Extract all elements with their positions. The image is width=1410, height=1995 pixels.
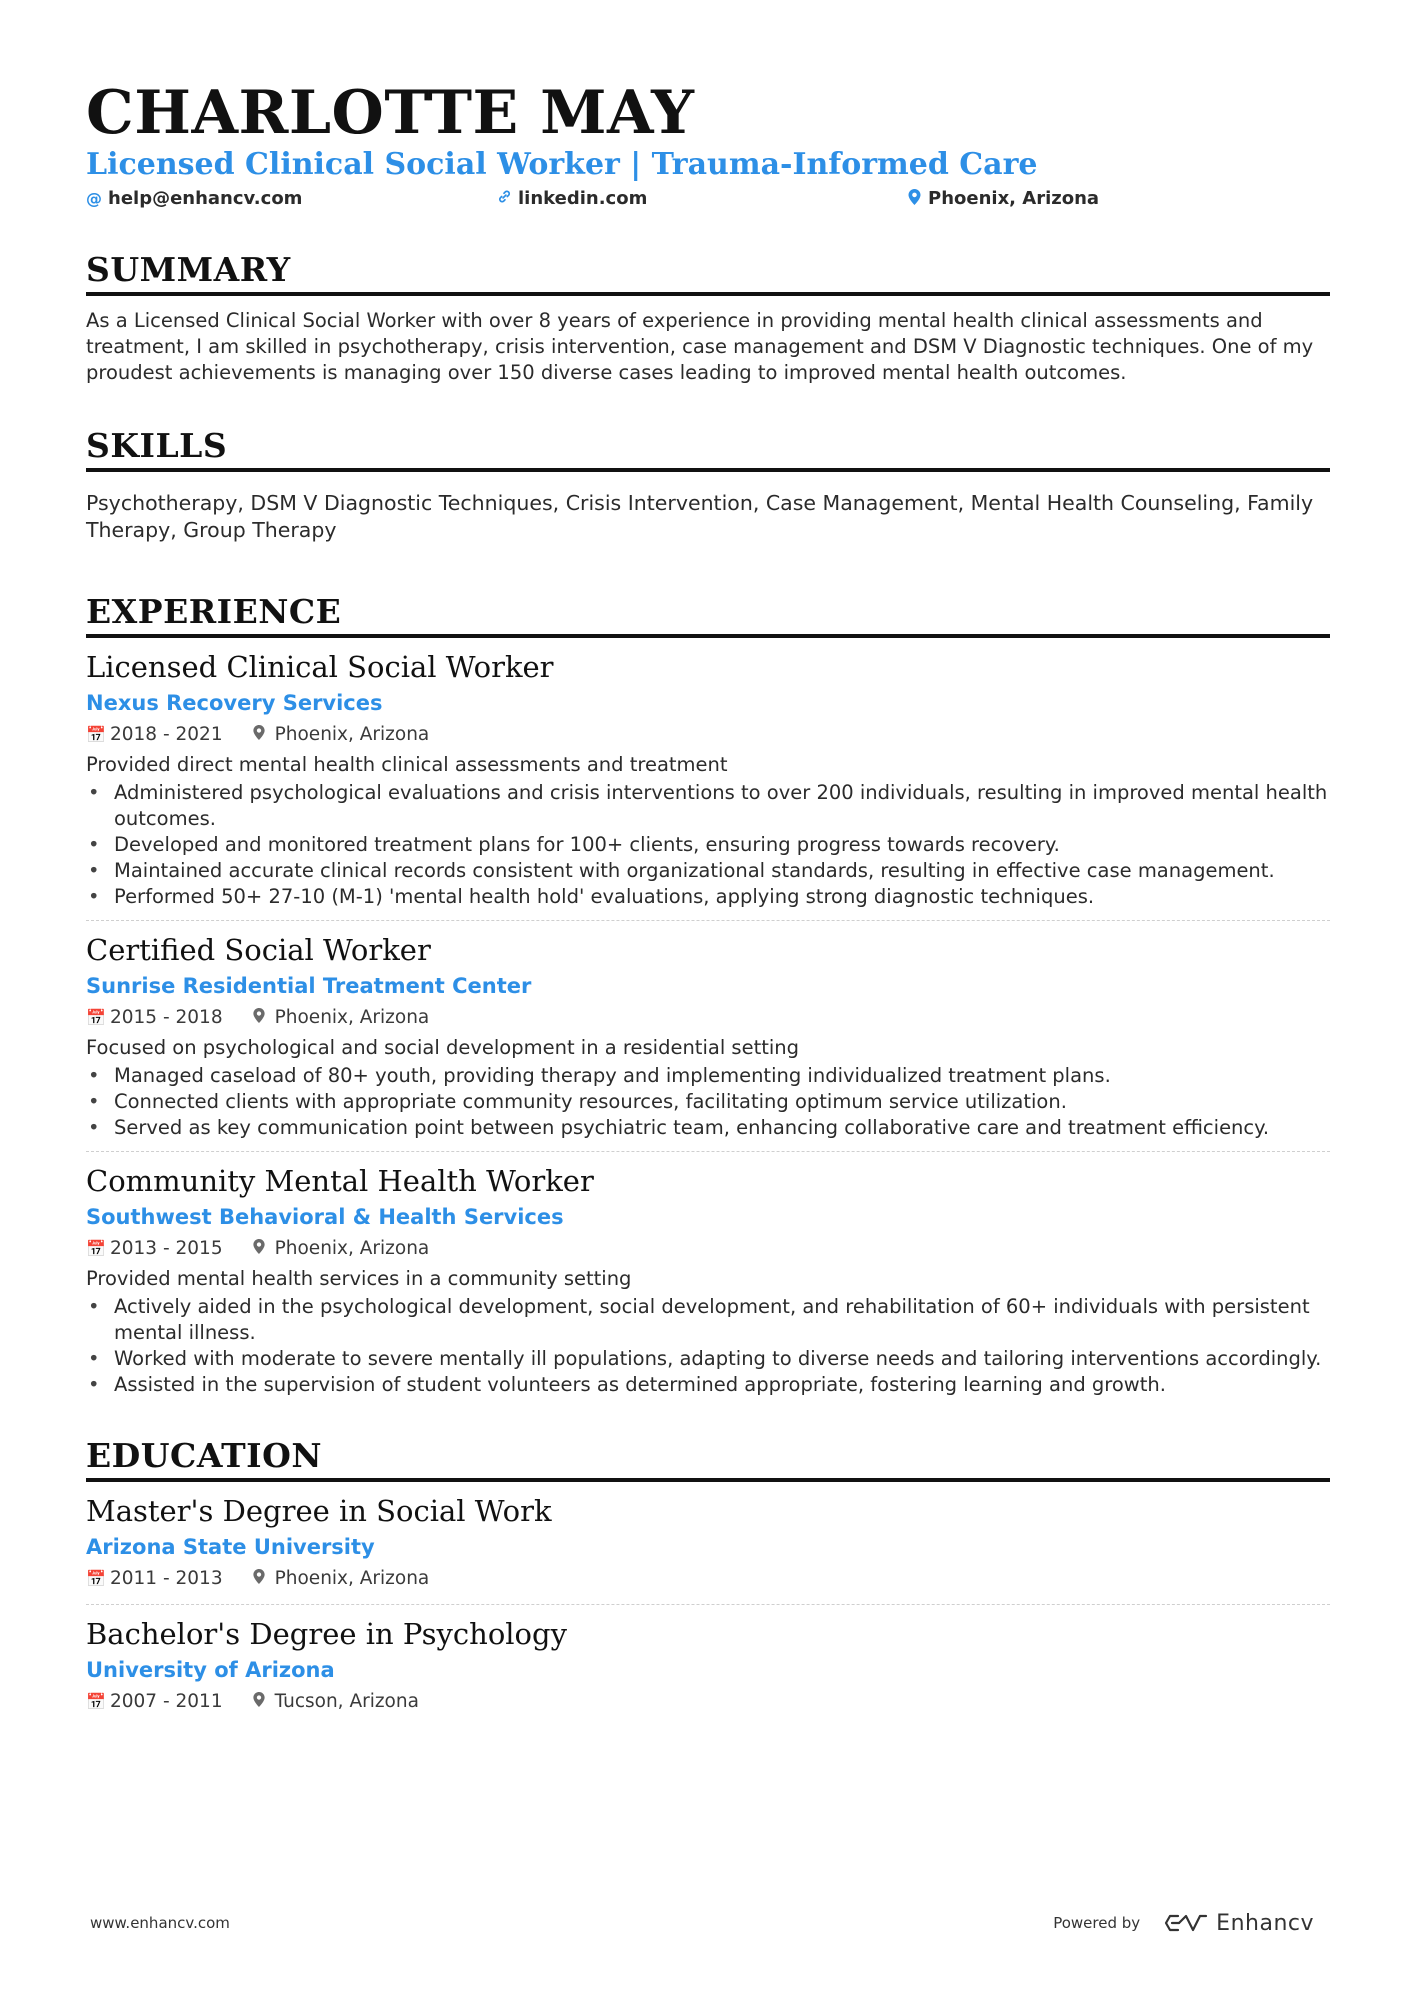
job-title: Community Mental Health Worker bbox=[86, 1164, 594, 1198]
entry-dates: 2015 - 2018 bbox=[110, 1007, 223, 1028]
entry-location-text: Phoenix, Arizona bbox=[274, 1007, 430, 1028]
achievement-list bbox=[86, 1063, 1330, 1141]
enhancv-logo-text: Enhancv bbox=[1216, 1910, 1314, 1936]
contact-email[interactable] bbox=[86, 188, 302, 209]
skills-section bbox=[86, 426, 1330, 544]
job-description: Provided mental health services in a community setting bbox=[86, 1267, 632, 1290]
calendar-icon: 📅 bbox=[86, 1569, 106, 1588]
resume-page bbox=[86, 80, 1330, 1727]
candidate-name: CHARLOTTE MAY bbox=[86, 78, 695, 148]
candidate-headline: Licensed Clinical Social Worker | Trauma-Informed Care bbox=[86, 147, 1038, 182]
entry-location bbox=[251, 1564, 430, 1594]
experience-section bbox=[86, 592, 1330, 1408]
degree-title: Bachelor's Degree in Psychology bbox=[86, 1617, 567, 1651]
company-name: Sunrise Residential Treatment Center bbox=[86, 974, 532, 998]
calendar-icon: 📅 bbox=[86, 1239, 106, 1258]
calendar-icon: 📅 bbox=[86, 1692, 106, 1711]
job-title: Licensed Clinical Social Worker bbox=[86, 650, 554, 684]
calendar-icon: 📅 bbox=[86, 1008, 106, 1027]
achievement-item: • Performed 50+ 27-10 (M-1) 'mental health hold' evaluations, applying strong diagnostic techniques. bbox=[86, 884, 1330, 910]
job-description: Provided direct mental health clinical assessments and treatment bbox=[86, 753, 728, 776]
entry-dates: 2007 - 2011 bbox=[110, 1691, 223, 1712]
at-icon: @ bbox=[86, 189, 102, 208]
resume-header bbox=[86, 80, 1330, 216]
entry-meta bbox=[86, 1003, 1330, 1033]
achievement-list bbox=[86, 780, 1330, 910]
entry-location bbox=[251, 1234, 430, 1264]
skills-text: Psychotherapy, DSM V Diagnostic Techniques, Crisis Intervention, Case Management, Mental Health Counseling, Family Therapy, Group Therapy bbox=[86, 491, 1314, 542]
achievement-item: • Actively aided in the psychological development, social development, and rehabilitation of 60+ individuals with persistent mental illness. bbox=[86, 1294, 1330, 1346]
company-name: Nexus Recovery Services bbox=[86, 691, 383, 715]
entry-location-text: Phoenix, Arizona bbox=[274, 1568, 430, 1589]
experience-entry bbox=[86, 921, 1330, 1152]
education-title: EDUCATION bbox=[86, 1436, 323, 1475]
skills-title: SKILLS bbox=[86, 426, 228, 465]
contact-location-text: Phoenix, Arizona bbox=[928, 188, 1100, 209]
entry-meta bbox=[86, 1687, 1330, 1717]
education-entry bbox=[86, 1482, 1330, 1605]
page-footer bbox=[90, 1908, 1314, 1938]
job-description: Focused on psychological and social development in a residential setting bbox=[86, 1036, 800, 1059]
map-pin-icon bbox=[251, 1687, 267, 1717]
entry-location-text: Phoenix, Arizona bbox=[274, 724, 430, 745]
entry-dates: 2018 - 2021 bbox=[110, 724, 223, 745]
degree-title: Master's Degree in Social Work bbox=[86, 1494, 552, 1528]
section-divider bbox=[86, 468, 1330, 472]
footer-site-link[interactable]: www.enhancv.com bbox=[90, 1914, 230, 1932]
entry-meta bbox=[86, 1234, 1330, 1264]
achievement-item: • Managed caseload of 80+ youth, providing therapy and implementing individualized treatment plans. bbox=[86, 1063, 1330, 1089]
powered-by bbox=[1053, 1911, 1314, 1936]
experience-entry bbox=[86, 638, 1330, 921]
achievement-item: • Connected clients with appropriate community resources, facilitating optimum service utilization. bbox=[86, 1089, 1330, 1115]
contact-bar bbox=[86, 188, 1330, 216]
powered-by-label: Powered by bbox=[1053, 1914, 1141, 1932]
contact-linkedin-text: linkedin.com bbox=[518, 188, 648, 209]
entry-location bbox=[251, 720, 430, 750]
school-name: University of Arizona bbox=[86, 1658, 335, 1682]
achievement-item: • Maintained accurate clinical records consistent with organizational standards, resulting in effective case management. bbox=[86, 858, 1330, 884]
entry-location-text: Phoenix, Arizona bbox=[274, 1238, 430, 1259]
map-pin-icon bbox=[251, 1003, 267, 1033]
entry-meta bbox=[86, 720, 1330, 750]
calendar-icon: 📅 bbox=[86, 725, 106, 744]
achievement-item: • Worked with moderate to severe mentally ill populations, adapting to diverse needs and tailoring interventions accordingly. bbox=[86, 1346, 1330, 1372]
map-pin-icon bbox=[251, 1234, 267, 1264]
achievement-item: • Assisted in the supervision of student volunteers as determined appropriate, fostering learning and growth. bbox=[86, 1372, 1330, 1398]
enhancv-logo-icon bbox=[1164, 1912, 1208, 1934]
link-icon bbox=[496, 189, 512, 208]
company-name: Southwest Behavioral & Health Services bbox=[86, 1205, 564, 1229]
section-divider bbox=[86, 292, 1330, 296]
map-pin-icon bbox=[251, 720, 267, 750]
entry-dates: 2011 - 2013 bbox=[110, 1568, 223, 1589]
experience-entry bbox=[86, 1152, 1330, 1408]
entry-location bbox=[251, 1003, 430, 1033]
map-pin-icon bbox=[906, 189, 922, 209]
map-pin-icon bbox=[251, 1564, 267, 1594]
job-title: Certified Social Worker bbox=[86, 933, 431, 967]
school-name: Arizona State University bbox=[86, 1535, 375, 1559]
contact-linkedin[interactable] bbox=[496, 188, 647, 209]
achievement-item: • Administered psychological evaluations and crisis interventions to over 200 individuals, resulting in improved mental health outcomes. bbox=[86, 780, 1330, 832]
achievement-item: • Developed and monitored treatment plans for 100+ clients, ensuring progress towards recovery. bbox=[86, 832, 1330, 858]
entry-location bbox=[251, 1687, 419, 1717]
education-entry bbox=[86, 1605, 1330, 1727]
summary-title: SUMMARY bbox=[86, 250, 291, 289]
summary-section bbox=[86, 250, 1330, 386]
experience-title: EXPERIENCE bbox=[86, 592, 342, 631]
contact-location bbox=[906, 188, 1099, 209]
achievement-item: • Served as key communication point between psychiatric team, enhancing collaborative care and treatment efficiency. bbox=[86, 1115, 1330, 1141]
achievement-list bbox=[86, 1294, 1330, 1398]
entry-dates: 2013 - 2015 bbox=[110, 1238, 223, 1259]
entry-location-text: Tucson, Arizona bbox=[274, 1691, 419, 1712]
education-section bbox=[86, 1436, 1330, 1727]
entry-meta bbox=[86, 1564, 1330, 1594]
enhancv-logo[interactable] bbox=[1164, 1911, 1314, 1936]
summary-text: As a Licensed Clinical Social Worker with over 8 years of experience in providing mental health clinical assessments and treatment, I am skilled in psychotherapy, crisis intervention, case management and DSM V Diagnostic techniques. One of my proudest achievements is managing over 150 diverse cases leading to improved mental health outcomes. bbox=[86, 309, 1314, 384]
contact-email-text: help@enhancv.com bbox=[108, 188, 303, 209]
